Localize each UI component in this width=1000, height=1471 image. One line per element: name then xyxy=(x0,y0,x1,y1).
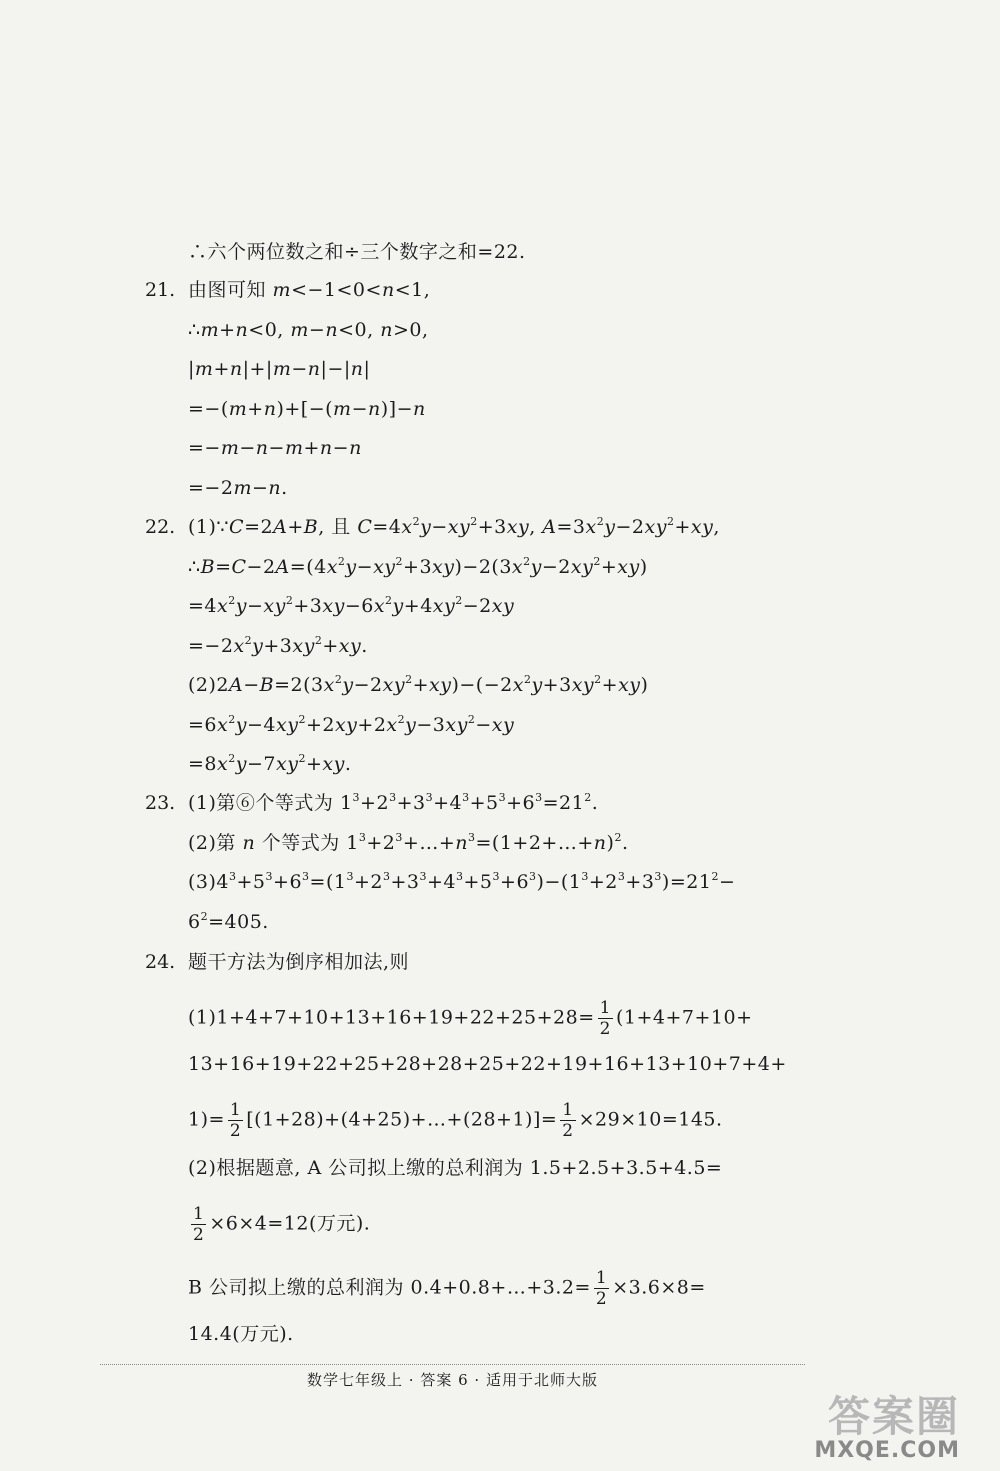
question-number-21: 21. xyxy=(145,279,176,301)
text-line: =−2m−n. xyxy=(188,477,288,499)
text-line: 13+16+19+22+25+28+28+25+22+19+16+13+10+7+4+ xyxy=(188,1053,787,1075)
fraction-half: $\frac{1}{2}$ xyxy=(599,998,611,1039)
text-line: $(3)4^3+5^3+6^3=(1^3+2^3+3^3+4^3+5^3+6^3)-(1^3+2^3+3^3)=21^2-$ xyxy=(188,870,736,893)
text-line: B 公司拟上缴的总利润为 0.4+0.8+…+3.2= $\frac{1}{2}$ ×3.6×8= xyxy=(188,1268,706,1309)
question-number-23: 23. xyxy=(145,792,176,814)
text-line: $=8x^2y-7xy^2+xy$. xyxy=(188,752,352,775)
text-line: $6^2=405$. xyxy=(188,910,269,933)
watermark-site: MXQE.COM xyxy=(814,1438,960,1463)
text-line: |m+n|+|m−n|−|n| xyxy=(188,358,371,380)
text-line: ∴m+n<0, m−n<0, n>0, xyxy=(188,319,429,341)
text-line: 由图可知 m<−1<0<n<1, xyxy=(188,279,431,301)
text-line: (1)第⑥个等式为 $1^3+2^3+3^3+4^3+5^3+6^3=21^2$. xyxy=(188,791,599,814)
text-line: 1)= $\frac{1}{2}$ [(1+28)+(4+25)+…+(28+1)]= $\frac{1}{2}$ ×29×10=145. xyxy=(188,1100,723,1141)
text-line: =−m−n−m+n−n xyxy=(188,437,362,459)
text-line: $\frac{1}{2}$ ×6×4=12(万元). xyxy=(193,1204,371,1245)
question-number-24: 24. xyxy=(145,951,176,973)
text-line: ∴六个两位数之和÷三个数字之和=22. xyxy=(188,241,526,263)
text-line: (2)第 n 个等式为 $1^3+2^3+\dots+n^3=(1+2+\dots+n)^2$. xyxy=(188,831,629,854)
fraction-half: $\frac{1}{2}$ xyxy=(229,1100,242,1141)
fraction-half: $\frac{1}{2}$ xyxy=(193,1204,205,1245)
text-line: $(2)2A-B=2(3x^2y-2xy^2+xy)-(-2x^2y+3xy^2+xy)$ xyxy=(188,673,649,696)
question-number-22: 22. xyxy=(145,516,176,538)
fraction-half: $\frac{1}{2}$ xyxy=(562,1100,574,1141)
text-line: $=-2x^2y+3xy^2+xy$. xyxy=(188,634,368,657)
watermark-logo: 答案圈 xyxy=(827,1392,960,1441)
text-line: (1)∵C=2A+B, 且 $C=4x^2y-xy^2+3xy$, $A=3x^2y-2xy^2+xy$, xyxy=(188,515,720,538)
fraction-half: $\frac{1}{2}$ xyxy=(595,1268,608,1309)
page-footer: 数学七年级上 · 答案 6 · 适用于北师大版 xyxy=(100,1364,805,1390)
text-line: (2)根据题意, A 公司拟上缴的总利润为 1.5+2.5+3.5+4.5= xyxy=(188,1157,723,1179)
text-line: 14.4(万元). xyxy=(188,1323,294,1345)
text-line: (1)1+4+7+10+13+16+19+22+25+28= $\frac{1}{2}$ (1+4+7+10+ xyxy=(188,998,753,1039)
text-line: =−(m+n)+[−(m−n)]−n xyxy=(188,398,426,420)
text-line: $=4x^2y-xy^2+3xy-6x^2y+4xy^2-2xy$ xyxy=(188,594,515,617)
text-line: $\therefore B=C-2A=(4x^2y-xy^2+3xy)-2(3x^2y-2xy^2+xy)$ xyxy=(188,555,648,578)
text-line: 题干方法为倒序相加法,则 xyxy=(188,951,410,973)
text-line: $=6x^2y-4xy^2+2xy+2x^2y-3xy^2-xy$ xyxy=(188,713,515,736)
